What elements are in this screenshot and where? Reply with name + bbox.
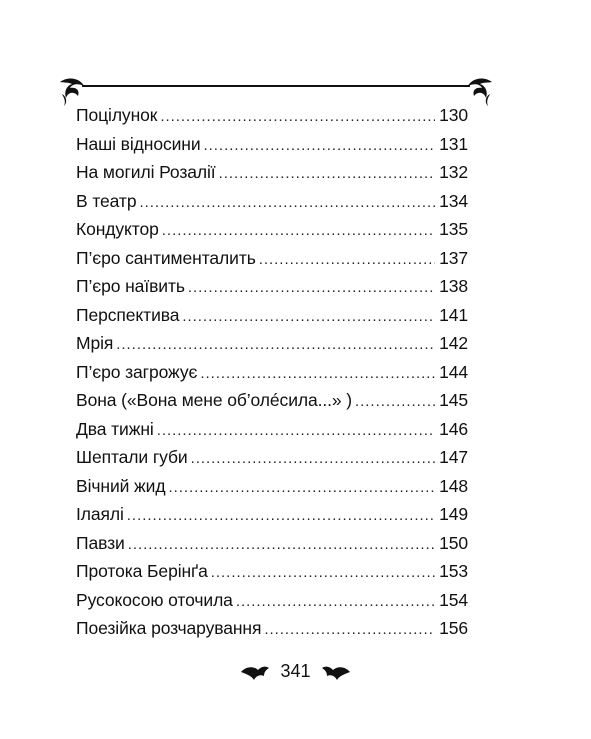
toc-entry [76, 301, 468, 330]
toc-entry-title: Павзи [76, 532, 125, 553]
toc-entry [76, 586, 468, 615]
toc-entry-title: Ілаялі [76, 504, 124, 524]
toc-entry-page: 131 [439, 133, 468, 154]
toc-entry-title: П’єро загрожує [76, 361, 198, 382]
toc-entry-title: Два тижні [76, 418, 154, 439]
toc-entry-page: 149 [439, 504, 468, 524]
toc-dot-leader [204, 132, 436, 161]
toc-entry-page: 132 [439, 162, 468, 182]
toc-entry [76, 329, 468, 358]
toc-dot-leader [191, 445, 436, 474]
toc-entry [76, 557, 468, 586]
toc-entry-title: П’єро наївить [76, 276, 185, 296]
toc-entry-title: Наші відносини [76, 133, 201, 154]
toc-entry-title: Вічний жид [76, 475, 166, 496]
toc-entry [76, 244, 468, 273]
toc-entry-page: 147 [439, 447, 468, 467]
toc-entry [76, 101, 468, 130]
toc-entry-page: 146 [439, 418, 468, 439]
toc-entry-page: 156 [439, 618, 468, 638]
toc-entry [76, 472, 468, 501]
toc-entry-page: 142 [439, 333, 468, 353]
toc-dot-leader [182, 303, 435, 332]
toc-entry [76, 215, 468, 244]
toc-dot-leader [128, 531, 435, 560]
toc-entry-title: Протока Берінґа [76, 561, 208, 581]
table-of-contents [76, 101, 468, 643]
toc-entry-title: Русокосою оточила [76, 589, 233, 610]
toc-entry-title: Вона («Вона мене об’олéсила...» ) [76, 390, 353, 410]
toc-entry-title: В театр [76, 190, 137, 211]
toc-entry-title: П’єро сантименталить [76, 247, 256, 268]
footer-left-swallow-icon [240, 660, 270, 682]
toc-entry [76, 187, 468, 216]
toc-entry [76, 130, 468, 159]
toc-dot-leader [200, 360, 435, 389]
toc-entry-page: 154 [439, 589, 468, 610]
toc-entry-page: 135 [439, 219, 468, 239]
toc-entry [76, 443, 468, 472]
toc-dot-leader [139, 189, 435, 218]
toc-dot-leader [168, 474, 435, 503]
toc-entry-page: 148 [439, 475, 468, 496]
toc-dot-leader [157, 417, 435, 446]
toc-dot-leader [160, 103, 435, 132]
page-number: 341 [280, 660, 311, 681]
toc-dot-leader [259, 246, 435, 275]
toc-entry-page: 150 [439, 532, 468, 553]
toc-entry-title: На могилі Розалії [76, 162, 216, 182]
toc-entry [76, 358, 468, 387]
toc-entry-page: 134 [439, 190, 468, 211]
toc-dot-leader [355, 388, 435, 417]
toc-entry-page: 137 [439, 247, 468, 268]
toc-dot-leader [219, 160, 436, 189]
toc-entry-page: 144 [439, 361, 468, 382]
toc-dot-leader [264, 616, 435, 645]
toc-entry [76, 500, 468, 529]
toc-entry-page: 141 [439, 304, 468, 325]
toc-entry-title: Кондуктор [76, 219, 159, 239]
page-footer [0, 656, 591, 686]
toc-entry-page: 138 [439, 276, 468, 296]
toc-entry-page: 145 [439, 390, 468, 410]
toc-dot-leader [116, 331, 435, 360]
toc-entry-page: 130 [439, 105, 468, 125]
toc-dot-leader [236, 588, 435, 617]
toc-entry [76, 415, 468, 444]
toc-entry-title: Шептали губи [76, 447, 188, 467]
toc-dot-leader [127, 502, 435, 531]
toc-entry-title: Поцілунок [76, 105, 158, 125]
toc-entry-title: Поезійка розчарування [76, 618, 262, 638]
toc-dot-leader [188, 274, 435, 303]
right-swallow-icon [468, 79, 492, 106]
toc-entry-title: Перспектива [76, 304, 180, 325]
toc-dot-leader [162, 217, 435, 246]
toc-dot-leader [211, 559, 435, 588]
toc-entry [76, 158, 468, 187]
toc-entry-page: 153 [439, 561, 468, 581]
toc-entry [76, 272, 468, 301]
toc-entry-title: Мрія [76, 333, 114, 353]
toc-entry [76, 614, 468, 643]
footer-right-swallow-icon [321, 660, 351, 682]
toc-entry [76, 386, 468, 415]
toc-entry [76, 529, 468, 558]
